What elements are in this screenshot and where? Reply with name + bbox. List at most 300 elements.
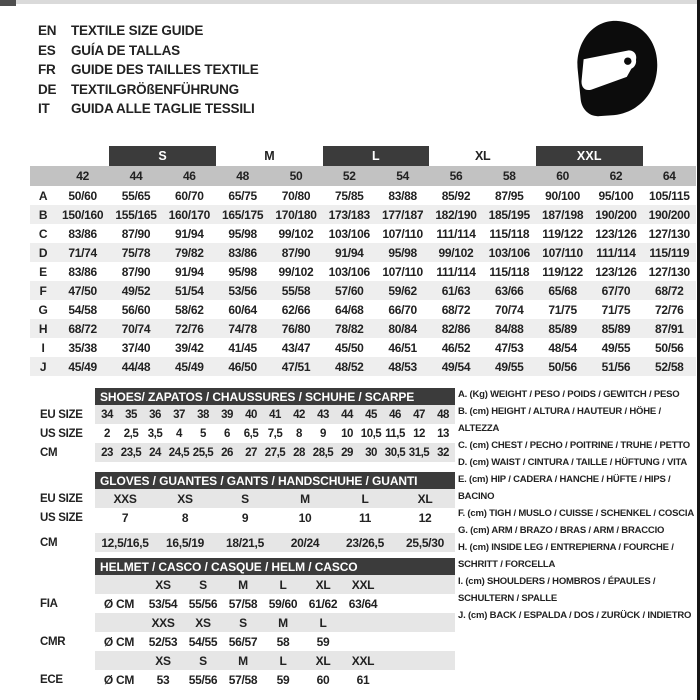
row-label: US SIZE bbox=[30, 508, 95, 527]
standard-name: FIA bbox=[30, 594, 95, 613]
helmet-size: XXL bbox=[343, 651, 383, 670]
helmet-value: 53/54 bbox=[148, 596, 178, 611]
size-value: 42 bbox=[287, 405, 311, 424]
row-letter: H bbox=[30, 319, 56, 338]
language-title-list bbox=[38, 21, 259, 119]
filler bbox=[383, 594, 455, 613]
measurement-value: 54/58 bbox=[68, 302, 97, 317]
size-value: 7,5 bbox=[267, 427, 283, 440]
measurement-value: 91/94 bbox=[175, 226, 204, 241]
size-number: 52 bbox=[323, 166, 376, 186]
size-row-eu-size bbox=[30, 405, 455, 424]
measurement-value: 95/100 bbox=[598, 188, 634, 203]
measurement-value: 115/118 bbox=[489, 264, 530, 279]
helmet-size bbox=[343, 613, 383, 632]
measurement-row-a bbox=[30, 186, 696, 205]
measurement-value: 87/95 bbox=[495, 188, 524, 203]
measurement-value: 123/126 bbox=[595, 264, 637, 279]
legend-item: G. (cm) ARM / BRAZO / BRAS / ARM / BRACCIO bbox=[458, 525, 665, 536]
diameter-col-spacer bbox=[95, 575, 143, 594]
size-value: 40 bbox=[239, 405, 263, 424]
visor-pivot-dot bbox=[624, 57, 631, 64]
size-number: 60 bbox=[536, 166, 589, 186]
language-title: TEXTILE SIZE GUIDE bbox=[71, 23, 204, 38]
size-value: 18/21,5 bbox=[215, 533, 275, 552]
helmet-size: XXS bbox=[143, 613, 183, 632]
size-value: 24 bbox=[143, 443, 167, 462]
measurement-row-e bbox=[30, 262, 696, 281]
measurement-value: 99/102 bbox=[429, 243, 482, 262]
size-number: 58 bbox=[483, 166, 536, 186]
measurement-value: 43/47 bbox=[281, 340, 311, 355]
diameter-col-spacer bbox=[95, 651, 143, 670]
size-value: 10 bbox=[341, 427, 353, 440]
measurement-value: 79/82 bbox=[163, 243, 216, 262]
measurement-value: 103/106 bbox=[328, 226, 370, 241]
gloves-size-table bbox=[30, 472, 455, 552]
measurement-value: 62/66 bbox=[281, 302, 311, 317]
measurement-value: 63/66 bbox=[483, 281, 536, 300]
measurement-value: 71/75 bbox=[548, 302, 577, 317]
size-row-eu-size bbox=[30, 489, 455, 508]
measurement-row-j bbox=[30, 357, 696, 376]
size-value: 5 bbox=[200, 427, 206, 440]
measurement-value: 60/70 bbox=[175, 188, 204, 203]
size-value: 27,5 bbox=[263, 443, 287, 462]
row-letter: J bbox=[30, 357, 56, 376]
helmet-value: 55/56 bbox=[188, 672, 218, 687]
measurement-value: 83/86 bbox=[216, 243, 269, 262]
measurement-value: 47/50 bbox=[56, 281, 109, 300]
helmet-value: 55/56 bbox=[188, 596, 218, 611]
size-value: 39 bbox=[215, 405, 239, 424]
size-value: 43 bbox=[311, 405, 335, 424]
size-row-cm bbox=[30, 533, 455, 552]
size-group-row bbox=[30, 146, 696, 166]
legend-item: B. (cm) HEIGHT / ALTURA / HAUTEUR / HÖHE / ALTEZZA bbox=[458, 406, 661, 434]
measurement-value: 46/51 bbox=[388, 340, 417, 355]
row-letter: I bbox=[41, 340, 45, 355]
scan-artifact-top bbox=[0, 0, 700, 4]
measurement-value: 105/115 bbox=[648, 188, 690, 203]
measurement-value: 95/98 bbox=[228, 226, 257, 241]
measurement-value: 115/118 bbox=[489, 226, 530, 241]
language-title: GUÍA DE TALLAS bbox=[71, 42, 180, 58]
helmet-value: 56/57 bbox=[228, 634, 258, 649]
size-value: 29 bbox=[335, 443, 359, 462]
diameter-label: Ø CM bbox=[103, 596, 135, 611]
measurement-value: 45/49 bbox=[56, 357, 109, 376]
size-value: 8 bbox=[296, 427, 302, 440]
helmet-size: M bbox=[223, 651, 263, 670]
measurement-value: 107/110 bbox=[382, 226, 423, 241]
helmet-value: 52/53 bbox=[148, 634, 178, 649]
measurement-value: 49/55 bbox=[483, 357, 536, 376]
size-value: XL bbox=[395, 489, 455, 508]
row-label: CM bbox=[30, 443, 95, 462]
measurement-value: 45/49 bbox=[163, 357, 216, 376]
measurement-value: 51/54 bbox=[163, 281, 216, 300]
size-number: 44 bbox=[109, 166, 162, 186]
size-number: 46 bbox=[163, 166, 216, 186]
label-col-spacer bbox=[30, 472, 95, 489]
measurement-value: 150/160 bbox=[56, 205, 109, 224]
language-code: IT bbox=[38, 101, 50, 116]
measurement-value: 74/78 bbox=[216, 319, 269, 338]
measurement-value: 61/63 bbox=[429, 281, 482, 300]
measurement-value: 190/200 bbox=[643, 205, 696, 224]
size-value: 24,5 bbox=[167, 443, 191, 462]
measurement-value: 48/54 bbox=[548, 340, 577, 355]
measurement-value: 56/60 bbox=[121, 302, 151, 317]
size-value: 36 bbox=[143, 405, 167, 424]
helmet-size: S bbox=[223, 613, 263, 632]
measurement-value: 47/53 bbox=[495, 340, 524, 355]
helmet-size: XS bbox=[143, 575, 183, 594]
measurement-value: 170/180 bbox=[269, 205, 322, 224]
measurement-value: 155/165 bbox=[109, 205, 162, 224]
language-title-row bbox=[38, 99, 259, 119]
measurement-value: 58/62 bbox=[175, 302, 204, 317]
size-value: L bbox=[335, 489, 395, 508]
measurement-value: 68/72 bbox=[56, 319, 109, 338]
size-value: 25,5/30 bbox=[395, 533, 455, 552]
measurement-value: 39/42 bbox=[175, 340, 204, 355]
measurement-value: 51/56 bbox=[589, 357, 642, 376]
helmet-size: XS bbox=[143, 651, 183, 670]
measurement-value: 95/98 bbox=[228, 264, 257, 279]
scan-artifact-corner bbox=[0, 0, 16, 6]
row-label: US SIZE bbox=[30, 424, 95, 443]
size-row-cm bbox=[30, 443, 455, 462]
measurement-value: 48/53 bbox=[376, 357, 429, 376]
helmet-size: L bbox=[263, 651, 303, 670]
helmet-value: 57/58 bbox=[228, 672, 258, 687]
size-value: 30,5 bbox=[383, 443, 407, 462]
measurement-value: 187/198 bbox=[536, 205, 589, 224]
size-number: 50 bbox=[269, 166, 322, 186]
size-value: 28,5 bbox=[311, 443, 335, 462]
size-value: 20/24 bbox=[275, 533, 335, 552]
measurement-value: 111/114 bbox=[436, 264, 476, 279]
measurement-value: 85/89 bbox=[589, 319, 642, 338]
measurement-value: 49/54 bbox=[429, 357, 482, 376]
size-number: 48 bbox=[216, 166, 269, 186]
size-row-us-size bbox=[30, 424, 455, 443]
measurement-row-c bbox=[30, 224, 696, 243]
legend-item: I. (cm) SHOULDERS / HOMBROS / ÉPAULES / SCHULTERN / SPALLE bbox=[458, 576, 656, 604]
measurement-value: 46/52 bbox=[441, 340, 471, 355]
measurement-value: 119/122 bbox=[542, 226, 583, 241]
helmet-value bbox=[343, 632, 383, 651]
measurement-value: 57/60 bbox=[323, 281, 376, 300]
measurement-value: 107/110 bbox=[536, 243, 589, 262]
standard-name: CMR bbox=[30, 632, 95, 651]
size-value: 12 bbox=[418, 510, 432, 525]
measurement-value: 71/74 bbox=[56, 243, 109, 262]
legend-item: C. (cm) CHEST / PECHO / POITRINE / TRUHE / PETTO bbox=[458, 440, 690, 451]
measurement-value: 50/56 bbox=[536, 357, 589, 376]
measurement-value: 72/76 bbox=[163, 319, 216, 338]
measurement-value: 95/98 bbox=[376, 243, 429, 262]
measurement-value: 67/70 bbox=[589, 281, 642, 300]
measurement-value: 119/122 bbox=[542, 264, 583, 279]
letter-col-spacer bbox=[30, 166, 56, 186]
measurement-value: 44/48 bbox=[109, 357, 162, 376]
measurement-value: 127/130 bbox=[648, 226, 690, 241]
diameter-label: Ø CM bbox=[103, 672, 135, 687]
size-value: S bbox=[215, 489, 275, 508]
helmet-sizes-row-cmr bbox=[30, 613, 455, 632]
filler bbox=[383, 651, 455, 670]
legend-item: H. (cm) INSIDE LEG / ENTREPIERNA / FOURCHE / SCHRITT / FORCELLA bbox=[458, 542, 674, 570]
measurement-row-b bbox=[30, 205, 696, 224]
measurement-value: 66/70 bbox=[388, 302, 417, 317]
size-group-xl: XL bbox=[474, 149, 491, 163]
measurement-value: 83/88 bbox=[388, 188, 417, 203]
measurement-value: 41/45 bbox=[228, 340, 257, 355]
size-value: 48 bbox=[431, 405, 455, 424]
size-group-spacer bbox=[643, 146, 696, 166]
measurement-value: 85/89 bbox=[536, 319, 589, 338]
racing-helmet-icon bbox=[566, 18, 666, 122]
measurement-value: 91/94 bbox=[323, 243, 376, 262]
diameter-col-spacer bbox=[95, 613, 143, 632]
section-header-row bbox=[30, 558, 455, 575]
measurement-row-h bbox=[30, 319, 696, 338]
measurement-value: 127/130 bbox=[648, 264, 690, 279]
size-value: 10,5 bbox=[360, 427, 382, 440]
row-letter: G bbox=[38, 302, 48, 317]
helmet-size: L bbox=[303, 613, 343, 632]
size-value: 30 bbox=[359, 443, 383, 462]
measurement-value: 160/170 bbox=[163, 205, 216, 224]
language-title: GUIDE DES TAILLES TEXTILE bbox=[71, 62, 259, 77]
helmet-value: 61/62 bbox=[308, 596, 338, 611]
size-group-m: M bbox=[264, 149, 275, 163]
measurement-value: 70/74 bbox=[109, 319, 162, 338]
size-number: 54 bbox=[376, 166, 429, 186]
measurement-value: 49/55 bbox=[601, 340, 631, 355]
size-row-us-size bbox=[30, 508, 455, 527]
row-letter: B bbox=[30, 205, 56, 224]
helmet-size: S bbox=[183, 651, 223, 670]
measurement-value: 103/106 bbox=[483, 243, 536, 262]
measurement-value: 50/56 bbox=[655, 340, 684, 355]
measurement-value: 82/86 bbox=[429, 319, 482, 338]
language-code: DE bbox=[38, 81, 57, 97]
measurement-value: 70/74 bbox=[495, 302, 524, 317]
size-value: M bbox=[275, 489, 335, 508]
measurement-value: 123/126 bbox=[595, 226, 637, 241]
measurement-row-g bbox=[30, 300, 696, 319]
size-group-spacer bbox=[56, 146, 109, 166]
measurement-value: 103/106 bbox=[328, 264, 370, 279]
size-value: XXS bbox=[95, 489, 155, 508]
measurement-value: 37/40 bbox=[121, 340, 151, 355]
helmet-value: 60 bbox=[316, 672, 330, 687]
measurement-value: 71/75 bbox=[601, 302, 631, 317]
measurement-value: 83/86 bbox=[68, 226, 97, 241]
shoes-title: SHOES/ ZAPATOS / CHAUSSURES / SCHUHE / SCARPE bbox=[95, 388, 455, 405]
measurement-value: 72/76 bbox=[655, 302, 684, 317]
measurement-value: 60/64 bbox=[228, 302, 257, 317]
measurement-value: 173/183 bbox=[323, 205, 376, 224]
helmet-size: L bbox=[263, 575, 303, 594]
size-value: 12,5/16,5 bbox=[95, 533, 155, 552]
helmet-value: 59 bbox=[316, 634, 330, 649]
size-value: 35 bbox=[119, 405, 143, 424]
measurement-value: 115/119 bbox=[643, 243, 696, 262]
size-value: 16,5/19 bbox=[155, 533, 215, 552]
language-title-row bbox=[38, 41, 259, 61]
helmet-size: XL bbox=[303, 651, 343, 670]
measurement-value: 111/114 bbox=[589, 243, 642, 262]
label-col-spacer bbox=[30, 388, 95, 405]
measurement-value: 91/94 bbox=[175, 264, 204, 279]
filler bbox=[383, 632, 455, 651]
size-value: 23 bbox=[95, 443, 119, 462]
helmet-values-row-ece bbox=[30, 670, 455, 689]
measurement-value: 190/200 bbox=[589, 205, 642, 224]
helmet-size: XXL bbox=[343, 575, 383, 594]
size-group-xxl: XXL bbox=[536, 146, 643, 166]
helmet-value: 59 bbox=[276, 672, 290, 687]
measurement-value: 53/56 bbox=[216, 281, 269, 300]
helmet-value: 59/60 bbox=[268, 596, 298, 611]
legend-item: J. (cm) BACK / ESPALDA / DOS / ZURÜCK / INDIETRO bbox=[458, 610, 692, 621]
measurement-value: 48/52 bbox=[323, 357, 376, 376]
language-code: EN bbox=[38, 23, 57, 38]
measurement-value: 52/58 bbox=[643, 357, 696, 376]
size-value: 10 bbox=[298, 510, 312, 525]
size-value: 32 bbox=[431, 443, 455, 462]
measurement-value: 45/50 bbox=[335, 340, 364, 355]
textile-size-table bbox=[30, 146, 696, 376]
measurement-value: 78/82 bbox=[323, 319, 376, 338]
helmet-sizes-row-ece bbox=[30, 651, 455, 670]
helmet-size: XS bbox=[183, 613, 223, 632]
size-value: 38 bbox=[191, 405, 215, 424]
measurement-value: 107/110 bbox=[382, 264, 423, 279]
row-label: CM bbox=[30, 533, 95, 552]
size-number-row bbox=[30, 166, 696, 186]
size-value: 9 bbox=[320, 427, 326, 440]
language-title-row bbox=[38, 21, 259, 41]
size-value: 6,5 bbox=[243, 427, 259, 440]
letter-col-spacer bbox=[30, 146, 56, 166]
size-number: 56 bbox=[429, 166, 482, 186]
size-value: 23/26,5 bbox=[335, 533, 395, 552]
helmet-value: 57/58 bbox=[228, 596, 258, 611]
measurement-value: 68/72 bbox=[441, 302, 471, 317]
helmet-size: M bbox=[223, 575, 263, 594]
size-value: 12 bbox=[413, 427, 425, 440]
measurement-value: 50/60 bbox=[68, 188, 97, 203]
language-title-row bbox=[38, 60, 259, 80]
measurement-value: 80/84 bbox=[376, 319, 429, 338]
size-value: XS bbox=[155, 489, 215, 508]
language-title-row bbox=[38, 80, 259, 100]
size-value: 37 bbox=[167, 405, 191, 424]
size-value: 11,5 bbox=[385, 427, 405, 440]
size-value: 7 bbox=[121, 510, 129, 525]
helmet-title: HELMET / CASCO / CASQUE / HELM / CASCO bbox=[95, 558, 455, 575]
size-number: 42 bbox=[56, 166, 109, 186]
measurement-value: 65/75 bbox=[228, 188, 257, 203]
size-group-s: S bbox=[109, 146, 216, 166]
measurement-value: 59/62 bbox=[376, 281, 429, 300]
measurement-value: 182/190 bbox=[429, 205, 482, 224]
measurement-value: 75/78 bbox=[109, 243, 162, 262]
measurement-value: 111/114 bbox=[436, 226, 476, 241]
size-value: 31,5 bbox=[407, 443, 431, 462]
section-header-row bbox=[30, 472, 455, 489]
size-value: 46 bbox=[383, 405, 407, 424]
language-code: ES bbox=[38, 42, 56, 58]
helmet-value: 54/55 bbox=[188, 634, 218, 649]
size-value: 11 bbox=[358, 510, 372, 525]
size-value: 25,5 bbox=[191, 443, 215, 462]
measurement-value: 87/90 bbox=[121, 226, 151, 241]
measurement-value: 85/92 bbox=[441, 188, 471, 203]
size-value: 6 bbox=[224, 427, 230, 440]
helmet-size-table bbox=[30, 558, 455, 689]
label-col-spacer bbox=[30, 613, 95, 632]
section-header-row bbox=[30, 388, 455, 405]
measurement-value: 76/80 bbox=[269, 319, 322, 338]
measurement-value: 64/68 bbox=[335, 302, 364, 317]
helmet-size: S bbox=[183, 575, 223, 594]
row-label: EU SIZE bbox=[30, 405, 95, 424]
helmet-values-row-fia bbox=[30, 594, 455, 613]
helmet-size: XL bbox=[303, 575, 343, 594]
size-value: 34 bbox=[95, 405, 119, 424]
size-number: 64 bbox=[643, 166, 696, 186]
size-value: 8 bbox=[181, 510, 189, 525]
helmet-size: M bbox=[263, 613, 303, 632]
measurement-row-f bbox=[30, 281, 696, 300]
measurement-value: 99/102 bbox=[278, 226, 314, 241]
language-code: FR bbox=[38, 62, 56, 77]
measurement-value: 83/86 bbox=[68, 264, 97, 279]
measurement-value: 177/187 bbox=[376, 205, 429, 224]
size-value: 13 bbox=[437, 427, 449, 440]
measurement-value: 99/102 bbox=[278, 264, 314, 279]
measurement-value: 49/52 bbox=[109, 281, 162, 300]
size-value: 26 bbox=[215, 443, 239, 462]
filler bbox=[383, 575, 455, 594]
measurement-value: 165/175 bbox=[216, 205, 269, 224]
helmet-value: 63/64 bbox=[348, 596, 378, 611]
language-title: TEXTILGRÖßENFÜHRUNG bbox=[71, 81, 239, 97]
size-value: 45 bbox=[359, 405, 383, 424]
size-value: 3,5 bbox=[147, 427, 163, 440]
size-number: 62 bbox=[589, 166, 642, 186]
legend-item: E. (cm) HIP / CADERA / HANCHE / HÜFTE / HIPS / BACINO bbox=[458, 474, 671, 502]
size-value: 28 bbox=[287, 443, 311, 462]
row-letter: F bbox=[30, 281, 56, 300]
shoes-size-table bbox=[30, 388, 455, 462]
measurement-value: 90/100 bbox=[545, 188, 581, 203]
filler bbox=[383, 613, 455, 632]
size-value: 27 bbox=[239, 443, 263, 462]
measurement-value: 87/90 bbox=[269, 243, 322, 262]
size-value: 2 bbox=[104, 427, 110, 440]
measurement-legend bbox=[458, 386, 698, 624]
measurement-row-d bbox=[30, 243, 696, 262]
helmet-sizes-row-fia bbox=[30, 575, 455, 594]
